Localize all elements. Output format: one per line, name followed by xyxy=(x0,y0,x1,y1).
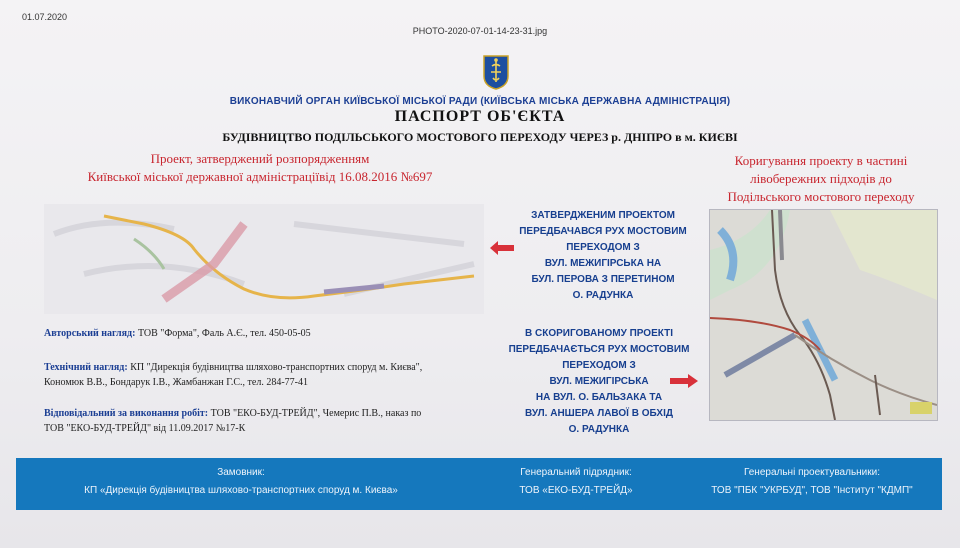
tech-value-line1: КП "Дирекція будівництва шляхово-транспортних споруд м. Києва", xyxy=(130,362,423,373)
resp-label: Відповідальний за виконання робіт: xyxy=(44,408,209,419)
note-line: НА ВУЛ. О. БАЛЬЗАКА ТА xyxy=(535,392,663,403)
technical-supervision xyxy=(44,360,494,390)
corrected-route-map xyxy=(709,209,938,421)
approved-caption-line: Київської міської державної адміністраціївід 16.08.2016 №697 xyxy=(87,169,433,184)
note-line: ПЕРЕДБАЧАВСЯ РУХ МОСТОВИМ xyxy=(519,226,687,237)
designers-label: Генеральні проектувальники: xyxy=(743,467,880,478)
corrected-caption-line: Подільського мостового переходу xyxy=(727,189,915,204)
author-value: ТОВ "Форма", Фаль А.Є., тел. 450-05-05 xyxy=(137,328,311,339)
corrected-route-note xyxy=(494,326,704,438)
resp-value-line1: ТОВ "ЕКО-БУД-ТРЕЙД", Чемерис П.В., наказ по xyxy=(210,408,422,419)
corrected-caption-line: Коригування проекту в частині xyxy=(734,153,908,168)
contractor-value: ТОВ «ЕКО-БУД-ТРЕЙД» xyxy=(519,485,633,496)
note-line: БУЛ. ПЕРОВА З ПЕРЕТИНОМ xyxy=(531,274,675,285)
designers-value: ТОВ "ПБК "УКРБУД", ТОВ "Інститут "КДМП" xyxy=(711,485,913,496)
approved-caption-line: Проект, затверджений розпорядженням xyxy=(150,151,370,166)
tech-label: Технічний нагляд: xyxy=(44,362,128,373)
note-line: О. РАДУНКА xyxy=(572,290,634,301)
note-line: В СКОРИГОВАНОМУ ПРОЕКТІ xyxy=(525,328,673,339)
designers-block xyxy=(692,464,932,500)
note-line: ВУЛ. МЕЖИГІРСЬКА xyxy=(549,376,649,387)
resp-value-line2: ТОВ "ЕКО-БУД-ТРЕЙД" від 11.09.2017 №17-К xyxy=(44,423,246,434)
customer-label: Замовник: xyxy=(217,467,265,478)
approved-route-map xyxy=(44,204,484,314)
corrected-project-caption xyxy=(696,152,946,206)
note-line: ВУЛ. МЕЖИГІРСЬКА НА xyxy=(544,258,662,269)
note-line: О. РАДУНКА xyxy=(568,424,630,435)
contractor-label: Генеральний підрядник: xyxy=(520,467,632,478)
note-line: ЗАТВЕРДЖЕНИМ ПРОЕКТОМ xyxy=(531,210,675,221)
author-label: Авторський нагляд: xyxy=(44,328,136,339)
approved-route-note xyxy=(508,208,698,304)
organization-name: ВИКОНАВЧИЙ ОРГАН КИЇВСЬКОЇ МІСЬКОЇ РАДИ (КИЇВСЬКА МІСЬКА ДЕРЖАВНА АДМІНІСТРАЦІЯ) xyxy=(229,96,731,107)
footer-banner xyxy=(16,458,942,510)
page-title: ПАСПОРТ ОБ'ЄКТА xyxy=(394,108,566,125)
print-date: 01.07.2020 xyxy=(22,12,68,22)
tech-value-line2: Кономюк В.В., Бондарук І.В., Жамбанжан Г.С., тел. 284-77-41 xyxy=(44,377,309,388)
responsible-person xyxy=(44,406,494,436)
author-supervision xyxy=(44,326,484,341)
note-line: ПЕРЕДБАЧАЄТЬСЯ РУХ МОСТОВИМ xyxy=(508,344,690,355)
corrected-caption-line: лівобережних підходів до xyxy=(750,171,892,186)
customer-value: КП «Дирекція будівництва шляхово-транспортних споруд м. Києва» xyxy=(84,485,398,496)
page-subtitle: БУДІВНИЦТВО ПОДІЛЬСЬКОГО МОСТОВОГО ПЕРЕХОДУ ЧЕРЕЗ р. ДНІПРО в м. КИЄВІ xyxy=(222,130,738,144)
print-filename: PHOTO-2020-07-01-14-23-31.jpg xyxy=(412,26,548,36)
customer-block xyxy=(16,464,466,500)
note-line: ВУЛ. АНШЕРА ЛАВОЇ В ОБХІД xyxy=(524,408,674,419)
kyiv-coat-of-arms-icon xyxy=(483,54,509,90)
approved-project-caption xyxy=(40,150,480,186)
note-line: ПЕРЕХОДОМ З xyxy=(566,242,640,253)
note-line: ПЕРЕХОДОМ З xyxy=(562,360,636,371)
contractor-block xyxy=(486,464,666,500)
